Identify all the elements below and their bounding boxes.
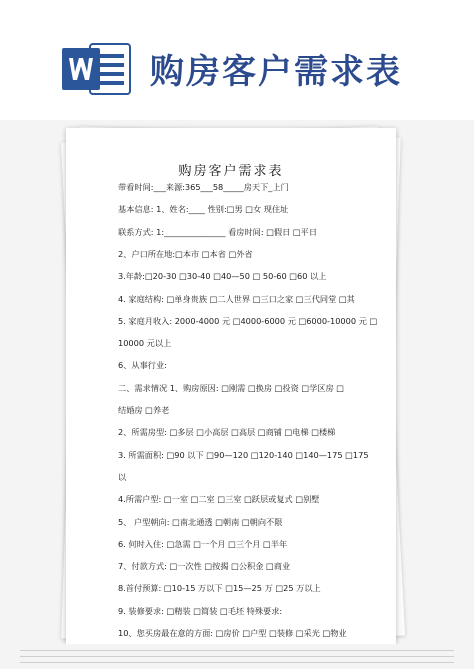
form-line: 2、所需房型: □多层 □小高层 □高层 □商铺 □电梯 □楼梯 [118, 427, 336, 438]
form-line: 8.首付预算: □10-15 万以下 □15—25 万 □25 万以上 [118, 583, 321, 594]
form-line: 基本信息: 1、姓名:____ 性别:□男 □女 现住址 [118, 204, 289, 215]
form-line: 带看时间:___来源:365___58_____房天下_上门 [118, 182, 289, 192]
form-line: 6、从事行业: [118, 360, 167, 371]
document-page [66, 128, 396, 644]
banner [0, 0, 474, 120]
form-line: 结婚房 □养老 [118, 405, 170, 415]
form-line: 5、 户型朝向: □南北通透 □朝南 □朝向不限 [118, 516, 283, 527]
form-line: 4. 家庭结构: □单身贵族 □二人世界 □三口之家 □三代同堂 □其 [118, 293, 355, 304]
form-line: 9. 装修要求: □精装 □简装 □毛坯 特殊要求: [118, 605, 283, 616]
form-line: 7、付款方式: □一次性 □按揭 □公积金 □商业 [118, 561, 291, 572]
form-line: 3.年龄:□20-30 □30-40 □40—50 □ 50-60 □60 以上 [118, 271, 327, 282]
footer-decoration [0, 644, 474, 669]
form-line: 6. 何时入住: □急需 □一个月 □三个月 □半年 [118, 538, 288, 549]
form-line: 3. 所需面积: □90 以下 □90—120 □120-140 □140—175 □175 [118, 449, 369, 460]
form-line: 10000 元以上 [118, 338, 172, 349]
form-line: 4.所需户型: □一室 □二室 □三室 □跃层或复式 □别墅 [118, 494, 320, 505]
form-line: 以 [118, 471, 127, 482]
word-app-icon [62, 38, 132, 100]
form-line: 2、户口所在地:□本市 □本省 □外省 [118, 248, 253, 259]
form-line: 二、需求情况 1、购房原因: □刚需 □换房 □投资 □学区房 □ [118, 382, 345, 393]
form-line: 10、您买房最在意的方面: □房价 □户型 □装修 □采光 □物业 [118, 628, 347, 638]
form-line: 联系方式: 1:_______________ 看房时间: □假日 □平日 [118, 226, 318, 237]
document-title: 购房客户需求表 [178, 164, 284, 179]
form-line: 5. 家庭月收入: 2000-4000 元 □4000-6000 元 □6000-10000 元 □ [118, 315, 378, 326]
banner-title: 购房客户需求表 [150, 52, 402, 92]
